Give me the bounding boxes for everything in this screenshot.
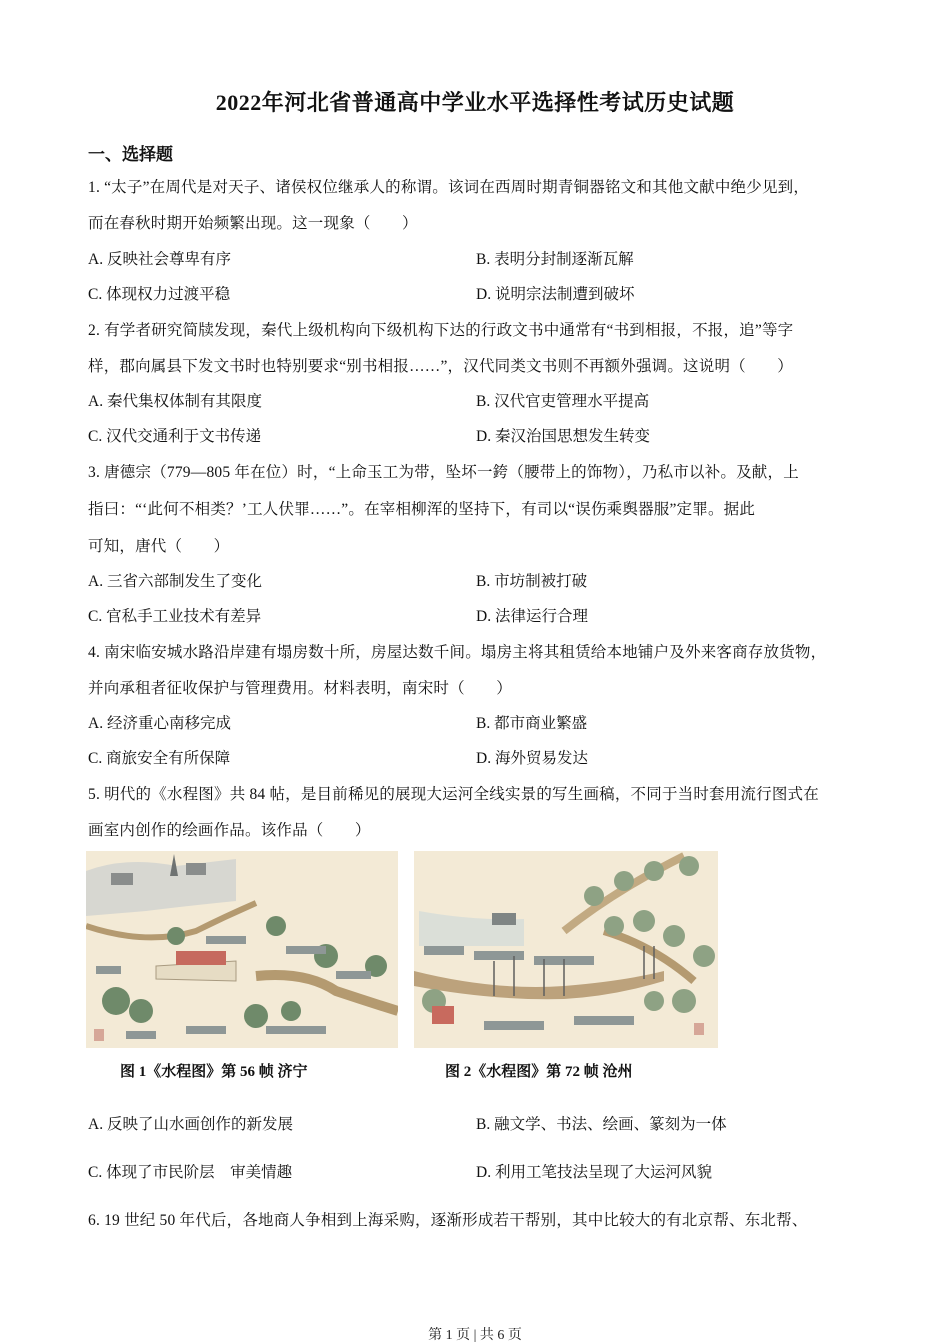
question-3-option-c: C. 官私手工业技术有差异 [88, 608, 262, 625]
question-4-line-2: 并向承租者征收保护与管理费用。材料表明，南宋时（ ） [88, 680, 512, 697]
question-4-line-1: 4. 南宋临安城水路沿岸建有塌房数十所，房屋达数千间。塌房主将其租赁给本地铺户及外来客商存放货物， [88, 644, 827, 661]
question-5-line-1: 5. 明代的《水程图》共 84 帖，是目前稀见的展现大运河全线实景的写生画稿，不同于当时套用流行图式在 [88, 786, 819, 803]
figure-1-caption: 图 1《水程图》第 56 帧 济宁 [120, 1064, 308, 1080]
question-3-option-a: A. 三省六部制发生了变化 [88, 573, 262, 590]
question-1-option-d: D. 说明宗法制遭到破坏 [476, 286, 635, 303]
question-1-option-a: A. 反映社会尊卑有序 [88, 251, 231, 268]
painting-jining-image [86, 851, 398, 1048]
question-4-option-d: D. 海外贸易发达 [476, 750, 588, 767]
section-heading: 一、选择题 [88, 145, 173, 164]
question-4-option-a: A. 经济重心南移完成 [88, 715, 231, 732]
question-2-option-c: C. 汉代交通利于文书传递 [88, 428, 262, 445]
page-title: 2022年河北省普通高中学业水平选择性考试历史试题 [215, 90, 735, 115]
landscape-painting-icon [86, 851, 398, 1048]
question-3-line-1: 3. 唐德宗（779—805 年在位）时，“上命玉工为带，坠坏一銙（腰带上的饰物），乃私市以补。及献，上 [88, 464, 799, 481]
question-4-option-b: B. 都市商业繁盛 [476, 715, 588, 732]
figure-2-caption: 图 2《水程图》第 72 帧 沧州 [445, 1064, 633, 1080]
question-2-option-b: B. 汉代官吏管理水平提高 [476, 393, 650, 410]
painting-cangzhou-image [414, 851, 718, 1048]
question-5-option-b: B. 融文学、书法、绘画、篆刻为一体 [476, 1116, 727, 1133]
question-3-option-b: B. 市坊制被打破 [476, 573, 588, 590]
page-footer: 第 1 页 | 共 6 页 [428, 1328, 522, 1343]
question-1-option-c: C. 体现权力过渡平稳 [88, 286, 231, 303]
question-2-line-1: 2. 有学者研究简牍发现，秦代上级机构向下级机构下达的行政文书中通常有“书到相报，不报，追”等字 [88, 322, 794, 339]
question-3-option-d: D. 法律运行合理 [476, 608, 588, 625]
question-3-line-2: 指曰：“‘此何不相类？’工人伏罪……”。在宰相柳浑的坚持下，有司以“误伤乘舆器服”定罪。据此 [88, 501, 756, 518]
landscape-painting-icon [414, 851, 718, 1048]
question-2-line-2: 样，郡向属县下发文书时也特别要求“别书相报……”，汉代同类文书则不再额外强调。这说明（ ） [88, 358, 793, 375]
question-1-line-1: 1. “太子”在周代是对天子、诸侯权位继承人的称谓。该词在西周时期青铜器铭文和其他文献中绝少见到， [88, 179, 810, 196]
question-4-option-c: C. 商旅安全有所保障 [88, 750, 231, 767]
question-5-option-c: C. 体现了市民阶层 审美情趣 [88, 1164, 293, 1181]
question-2-option-d: D. 秦汉治国思想发生转变 [476, 428, 650, 445]
question-5-option-a: A. 反映了山水画创作的新发展 [88, 1116, 293, 1133]
question-3-line-3: 可知，唐代（ ） [88, 538, 230, 555]
question-5-option-d: D. 利用工笔技法呈现了大运河风貌 [476, 1164, 712, 1181]
question-2-option-a: A. 秦代集权体制有其限度 [88, 393, 262, 410]
question-6-line-1: 6. 19 世纪 50 年代后，各地商人争相到上海采购，逐渐形成若干帮别，其中比较大的有北京帮、东北帮、 [88, 1212, 808, 1229]
question-1-option-b: B. 表明分封制逐渐瓦解 [476, 251, 634, 268]
question-5-line-2: 画室内创作的绘画作品。该作品（ ） [88, 822, 371, 839]
question-1-line-2: 而在春秋时期开始频繁出现。这一现象（ ） [88, 215, 418, 232]
